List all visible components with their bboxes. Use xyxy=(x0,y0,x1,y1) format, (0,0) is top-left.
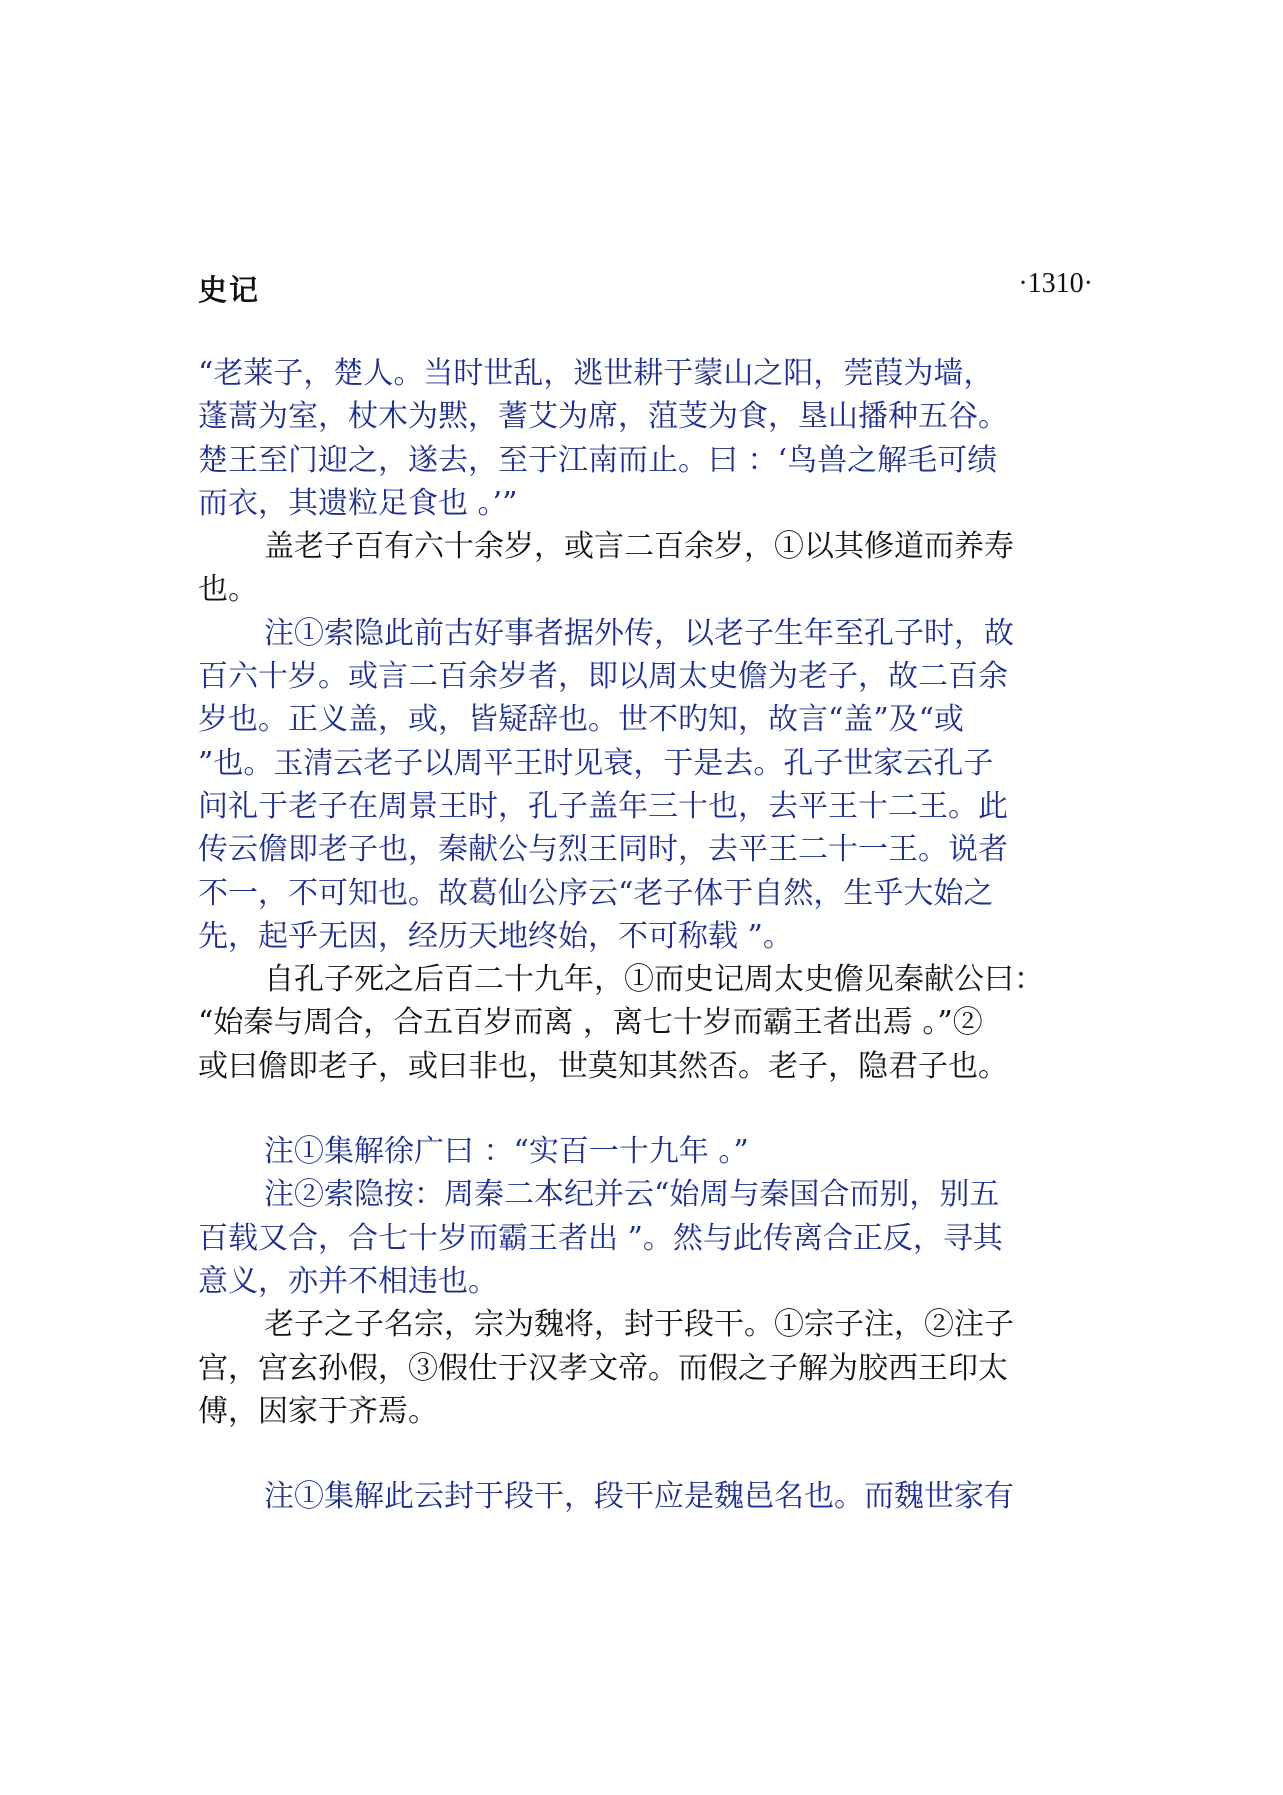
text-line: 问礼于老子在周景王时，孔子盖年三十也，去平王十二王。此 xyxy=(198,788,1008,824)
page-number: ·1310· xyxy=(1018,268,1093,299)
book-title: 史记 xyxy=(198,273,261,307)
text-line: “老莱子，楚人。当时世乱，逃世耕于蒙山之阳，莞葭为墙， xyxy=(198,356,994,391)
text-line: 注①索隐此前古好事者据外传，以老子生年至孔子时，故 xyxy=(264,615,1014,651)
text-line: ”也。玉清云老子以周平王时见衰，于是去。孔子世家云孔子 xyxy=(198,745,994,781)
text-line: 注②索隐按：周秦二本纪并云“始周与秦国合而别，别五 xyxy=(264,1177,1000,1213)
page-body xyxy=(198,352,1103,1518)
text-line: 而衣，其遗粒足食也 。’” xyxy=(198,485,518,521)
paragraph-gap xyxy=(198,1433,1103,1475)
commentary-block xyxy=(198,1130,1103,1303)
text-line: 传云儋即老子也，秦献公与烈王同时，去平王二十一王。说者 xyxy=(198,832,1008,868)
text-line: 注①集解徐广曰 ：“实百一十九年 。” xyxy=(264,1134,749,1170)
text-line: 蓬蒿为室，杖木为黙，蓍艾为席，菹芰为食，垦山播种五谷。 xyxy=(198,399,1008,435)
text-line: 不一，不可知也。故葛仙公序云“老子体于自然，生乎大始之 xyxy=(198,875,994,911)
main-text-paragraph xyxy=(198,1303,1103,1433)
text-line: 自孔子死之后百二十九年，①而史记周太史儋见秦献公曰： xyxy=(264,962,1044,998)
paragraph-gap xyxy=(198,1088,1103,1130)
commentary-block xyxy=(198,352,1103,525)
text-line: 傅，因家于齐焉。 xyxy=(198,1393,438,1429)
text-line: 宫，宫玄孙假，③假仕于汉孝文帝。而假之子解为胶西王印太 xyxy=(198,1350,1008,1386)
text-line: 百载又合，合七十岁而霸王者出 ”。然与此传离合正反，寻其 xyxy=(198,1220,1003,1256)
text-line: 先，起乎无因，经历天地终始，不可称载 ”。 xyxy=(198,918,793,954)
text-line: 楚王至门迎之，遂去，至于江南而止。曰 ：‘鸟兽之解毛可绩 xyxy=(198,442,998,478)
text-line: 或曰儋即老子，或曰非也，世莫知其然否。老子，隐君子也。 xyxy=(198,1048,1008,1084)
text-line: 也。 xyxy=(198,572,258,608)
text-line: 意义，亦并不相违也。 xyxy=(198,1263,498,1299)
main-text-paragraph xyxy=(198,525,1103,612)
text-line: 注①集解此云封于段干，段干应是魏邑名也。而魏世家有 xyxy=(264,1479,1014,1515)
main-text-paragraph xyxy=(198,958,1103,1088)
running-header xyxy=(198,268,1093,308)
text-line: “始秦与周合，合五百岁而离 ，离七十岁而霸王者出焉 。”② xyxy=(198,1005,983,1041)
commentary-block xyxy=(198,1475,1103,1518)
text-line: 百六十岁。或言二百余岁者，即以周太史儋为老子，故二百余 xyxy=(198,659,1008,695)
text-line: 岁也。正义盖，或，皆疑辞也。世不旳知，故言“盖”及“或 xyxy=(198,702,965,738)
text-line: 盖老子百有六十余岁，或言二百余岁，①以其修道而养寿 xyxy=(264,529,1014,565)
text-line: 老子之子名宗，宗为魏将，封于段干。①宗子注，②注子 xyxy=(264,1307,1014,1343)
commentary-block xyxy=(198,612,1103,958)
